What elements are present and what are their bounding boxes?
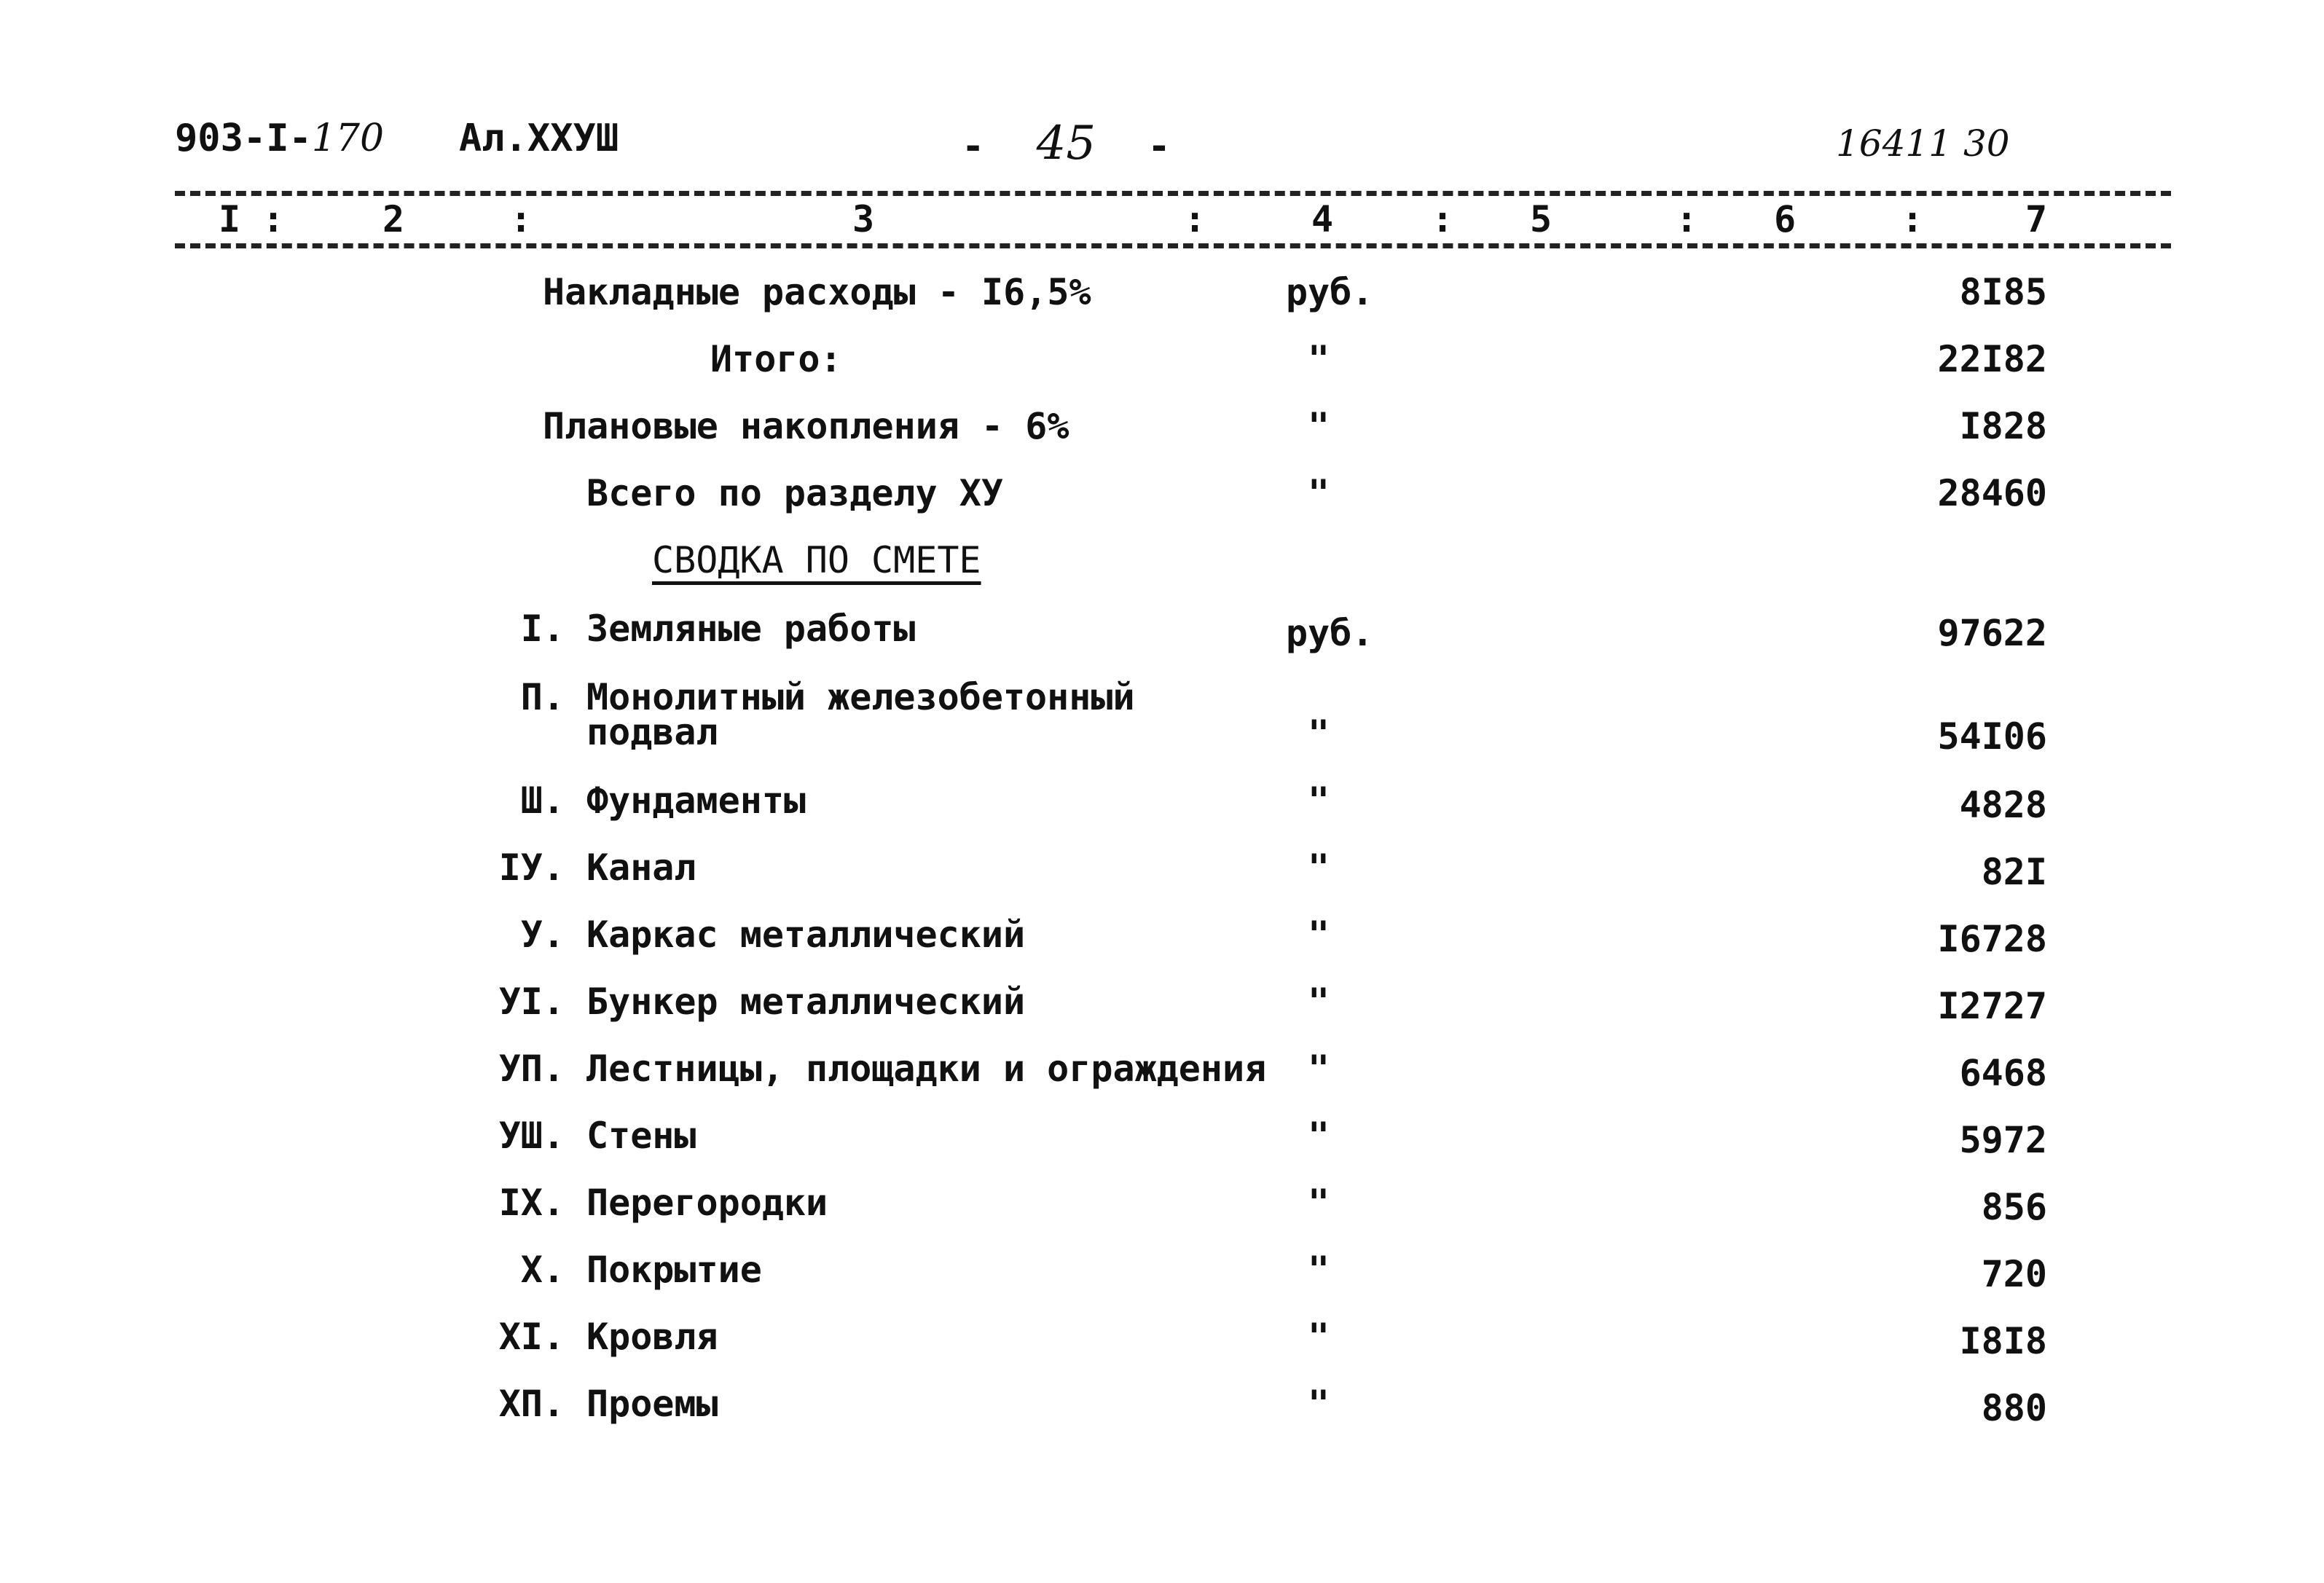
row-unit: руб. — [1286, 271, 1374, 313]
section-number: УШ. — [498, 1115, 565, 1157]
column-number-2: 2 — [382, 198, 405, 240]
section-number: XI. — [498, 1316, 565, 1358]
section-label: Канал — [586, 847, 696, 889]
row-unit: " — [1308, 405, 1330, 447]
section-label: Кровля — [586, 1316, 718, 1358]
column-number-5: 5 — [1530, 198, 1552, 240]
column-number-7: 7 — [2025, 198, 2048, 240]
row-label: Накладные расходы - I6,5% — [543, 271, 1091, 313]
page-prefix: - — [962, 125, 985, 168]
section-value: 54I06 — [1937, 715, 2047, 758]
section-unit: руб. — [1286, 612, 1374, 654]
section-unit: " — [1308, 1316, 1330, 1358]
section-unit: " — [1308, 914, 1330, 956]
section-number: X. — [520, 1249, 565, 1291]
section-unit: " — [1308, 1115, 1330, 1157]
column-header-bottom-rule — [175, 243, 2171, 248]
section-number: УП. — [498, 1048, 565, 1090]
section-value: 6468 — [1959, 1052, 2047, 1094]
section-unit: " — [1308, 712, 1330, 755]
column-separator: : — [1901, 198, 1924, 240]
row-label: Плановые накопления - 6% — [543, 405, 1069, 447]
document-code-printed: 903-I- — [175, 117, 312, 160]
section-label: Проемы — [586, 1383, 718, 1425]
document-code-handwritten: 170 — [311, 117, 385, 160]
section-unit: " — [1308, 847, 1330, 889]
column-number-6: 6 — [1774, 198, 1797, 240]
section-value: 5972 — [1959, 1119, 2047, 1161]
page-number: 45 — [1036, 117, 1096, 170]
column-header-top-rule — [175, 191, 2171, 196]
section-value: 82I — [1981, 851, 2047, 893]
section-label: Стены — [586, 1115, 696, 1157]
section-unit: " — [1308, 1249, 1330, 1291]
row-label: Итого: — [710, 338, 842, 380]
column-separator: : — [1676, 198, 1698, 240]
section-value: I8I8 — [1959, 1320, 2047, 1362]
section-unit: " — [1308, 1182, 1330, 1224]
section-unit: " — [1308, 981, 1330, 1023]
section-value: I2727 — [1937, 985, 2047, 1027]
section-label: Фундаменты — [586, 779, 806, 822]
document-code — [175, 117, 384, 160]
section-value: 4828 — [1959, 784, 2047, 826]
column-separator: : — [510, 198, 533, 240]
summary-title: СВОДКА ПО СМЕТЕ — [652, 539, 981, 581]
page-suffix: - — [1147, 125, 1171, 168]
page-number-group — [962, 117, 1171, 170]
column-separator: : — [1432, 198, 1454, 240]
section-number: П. — [520, 676, 565, 718]
section-number: IУ. — [498, 847, 565, 889]
section-value: 720 — [1981, 1253, 2047, 1295]
column-number-1: I — [219, 198, 241, 240]
row-label: Всего по разделу XУ — [586, 472, 1003, 514]
section-value: 880 — [1981, 1387, 2047, 1429]
section-label: Монолитный железобетонный — [586, 676, 1135, 718]
section-number: У. — [520, 914, 565, 956]
section-label: Земляные работы — [586, 608, 916, 650]
section-unit: " — [1308, 779, 1330, 822]
section-number: XП. — [498, 1383, 565, 1425]
section-unit: " — [1308, 1383, 1330, 1425]
section-label: Перегородки — [586, 1182, 828, 1224]
section-label-continued: подвал — [586, 711, 718, 753]
section-value: I6728 — [1937, 918, 2047, 960]
row-value: I828 — [1959, 405, 2047, 447]
section-value: 856 — [1981, 1186, 2047, 1228]
column-separator: : — [1184, 198, 1206, 240]
section-number: IX. — [498, 1182, 565, 1224]
row-unit: " — [1308, 338, 1330, 380]
section-label: Покрытие — [586, 1249, 762, 1291]
inventory-number: 16411 30 — [1836, 122, 2010, 165]
column-separator: : — [262, 198, 285, 240]
row-unit: " — [1308, 472, 1330, 514]
row-value: 8I85 — [1959, 271, 2047, 313]
album-number: Ал.XXУШ — [459, 117, 619, 160]
section-number: I. — [520, 608, 565, 650]
section-value: 97622 — [1937, 612, 2047, 654]
section-label: Бункер металлический — [586, 981, 1026, 1023]
row-value: 22I82 — [1937, 338, 2047, 380]
section-label: Лестницы, площадки и ограждения — [586, 1048, 1267, 1090]
row-value: 28460 — [1937, 472, 2047, 514]
column-number-3: 3 — [852, 198, 875, 240]
section-unit: " — [1308, 1048, 1330, 1090]
section-number: УI. — [498, 981, 565, 1023]
section-number: Ш. — [520, 779, 565, 822]
column-number-4: 4 — [1311, 198, 1334, 240]
section-label: Каркас металлический — [586, 914, 1026, 956]
